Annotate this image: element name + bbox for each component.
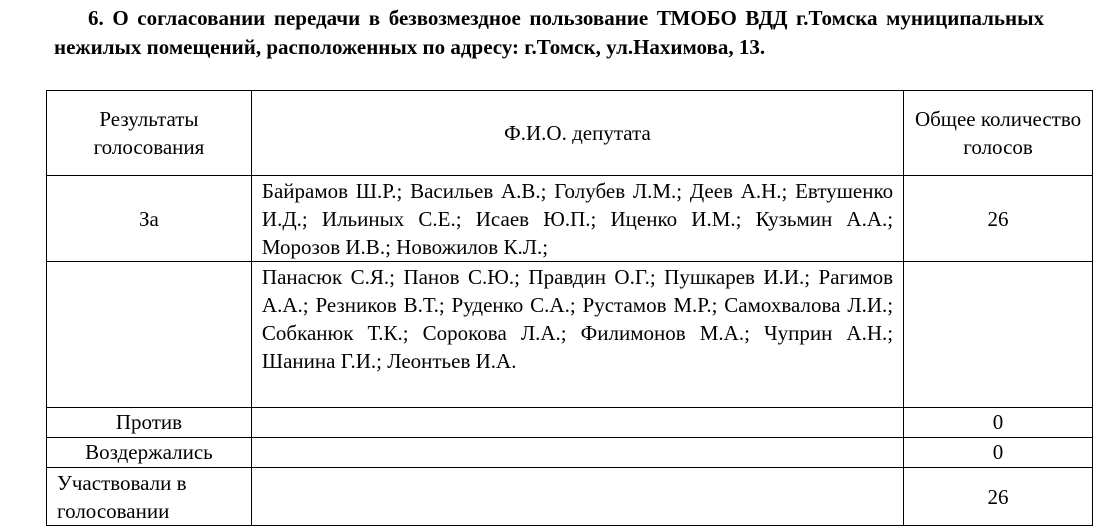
- header-results: Результаты голосования: [47, 91, 252, 176]
- result-cell: За: [47, 176, 252, 262]
- vote-count-cell: 0: [904, 438, 1093, 468]
- header-total: Общее количество голосов: [904, 91, 1093, 176]
- deputy-names-cell: [251, 408, 903, 438]
- deputy-names-cell: Байрамов Ш.Р.; Васильев А.В.; Голубев Л.М.; Деев А.Н.; Евтушенко И.Д.; Ильиных С.Е.; Исаев Ю.П.; Иценко И.М.; Кузьмин А.А.; Морозов И.В.; Новожилов К.Л.;: [251, 176, 903, 262]
- resolution-heading-text: 6. О согласовании передачи в безвозмездное пользование ТМОБО ВДД г.Томска муниципальных нежилых помещений, расположенных по адресу: г.Томск, ул.Нахимова, 13.: [54, 6, 1044, 59]
- result-cell: [47, 262, 252, 408]
- deputy-names-cell: [251, 438, 903, 468]
- header-deputy: Ф.И.О. депутата: [251, 91, 903, 176]
- vote-count-cell: 26: [904, 176, 1093, 262]
- result-cell: Участвовали в голосовании: [47, 468, 252, 526]
- vote-count-cell: [904, 262, 1093, 408]
- table-row: [47, 262, 1093, 408]
- voting-results-table: [46, 90, 1093, 526]
- table-row: [47, 438, 1093, 468]
- deputy-names-cell: Панасюк С.Я.; Панов С.Ю.; Правдин О.Г.; Пушкарев И.И.; Рагимов А.А.; Резников В.Т.; Руденко С.А.; Рустамов М.Р.; Самохвалова Л.И.; Собканюк Т.К.; Сорокова Л.А.; Филимонов М.А.; Чуприн А.Н.; Шанина Г.И.; Леонтьев И.А.: [251, 262, 903, 408]
- vote-count-cell: 0: [904, 408, 1093, 438]
- vote-count-cell: 26: [904, 468, 1093, 526]
- table-row: [47, 408, 1093, 438]
- deputy-names-cell: [251, 468, 903, 526]
- resolution-heading: [54, 4, 1044, 62]
- result-cell: Против: [47, 408, 252, 438]
- table-row: [47, 468, 1093, 526]
- result-cell: Воздержались: [47, 438, 252, 468]
- table-row: [47, 176, 1093, 262]
- table-header-row: [47, 91, 1093, 176]
